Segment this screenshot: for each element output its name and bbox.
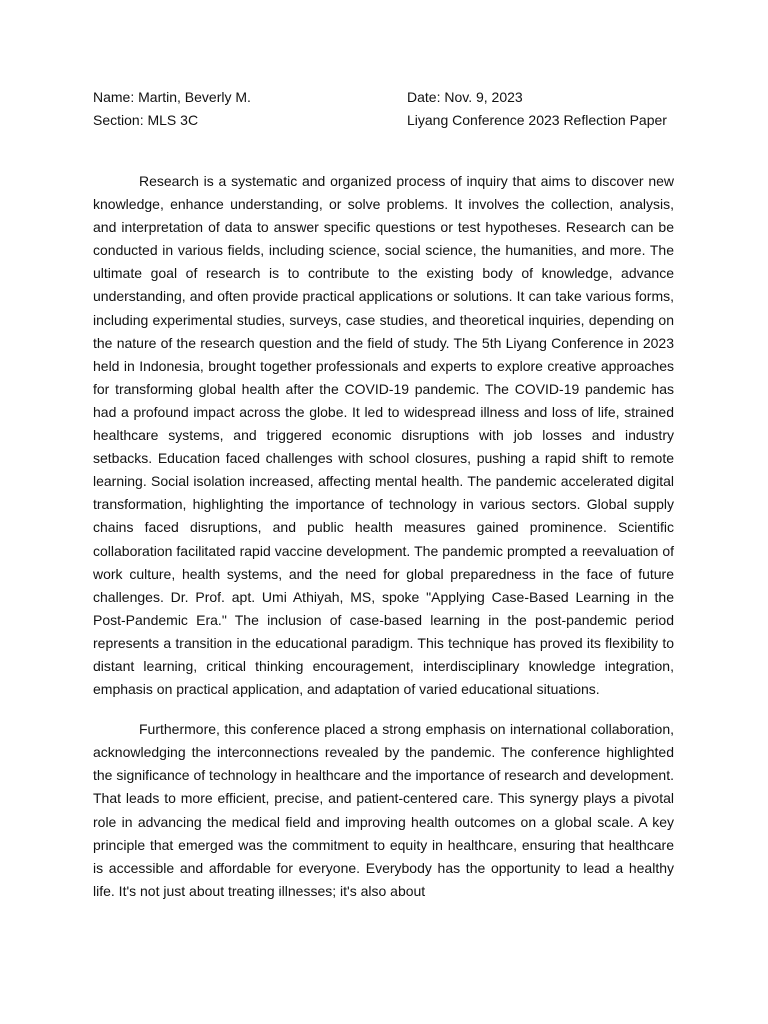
paragraph-2: Furthermore, this conference placed a strong emphasis on international collaboration, acknowledging the interconnections revealed by the pandemic. The conference highlighted the significance of technology in healthcare and the importance of research and development. That leads to more efficient, precise, and patient-centered care. This synergy plays a pivotal role in advancing the medical field and improving health outcomes on a global scale. A key principle that emerged was the commitment to equity in healthcare, ensuring that healthcare is accessible and affordable for everyone. Everybody has the opportunity to lead a healthy life. It's not just about treating illnesses; it's also about (93, 721, 674, 899)
student-name: Name: Martin, Beverly M. (93, 89, 251, 105)
paper-title: Liyang Conference 2023 Reflection Paper (407, 112, 667, 128)
header-row-1 (93, 86, 675, 109)
student-section: Section: MLS 3C (93, 112, 199, 128)
paragraph-1: Research is a systematic and organized process of inquiry that aims to discover new knowledge, enhance understanding, or solve problems. It involves the collection, analysis, and interpretation of data to answer specific questions or test hypotheses. Research can be conducted in various fields, including science, social science, the humanities, and more. The ultimate goal of research is to contribute to the existing body of knowledge, advance understanding, and often provide practical applications or solutions. It can take various forms, including experimental studies, surveys, case studies, and theoretical inquiries, depending on the nature of the research question and the field of study. The 5th Liyang Conference in 2023 held in Indonesia, brought together professionals and experts to explore creative approaches for transforming global health after the COVID-19 pandemic. The COVID-19 pandemic has had a profound impact across the globe. It led to widespread illness and loss of life, strained healthcare systems, and triggered economic disruptions with job losses and industry setbacks. Education faced challenges with school closures, pushing a rapid shift to remote learning. Social isolation increased, affecting mental health. The pandemic accelerated digital transformation, highlighting the importance of technology in various sectors. Global supply chains faced disruptions, and public health measures gained prominence. Scientific collaboration facilitated rapid vaccine development. The pandemic prompted a reevaluation of work culture, health systems, and the need for global preparedness in the face of future challenges. Dr. Prof. apt. Umi Athiyah, MS, spoke "Applying Case-Based Learning in the Post-Pandemic Era." The inclusion of case-based learning in the post-pandemic period represents a transition in the educational paradigm. This technique has proved its flexibility to distant learning, critical thinking encouragement, interdisciplinary knowledge integration, emphasis on practical application, and adaptation of varied educational situations. (93, 173, 674, 698)
document-body (93, 170, 674, 920)
document-header (93, 86, 675, 132)
header-row-2 (93, 109, 675, 132)
document-date: Date: Nov. 9, 2023 (407, 89, 523, 105)
